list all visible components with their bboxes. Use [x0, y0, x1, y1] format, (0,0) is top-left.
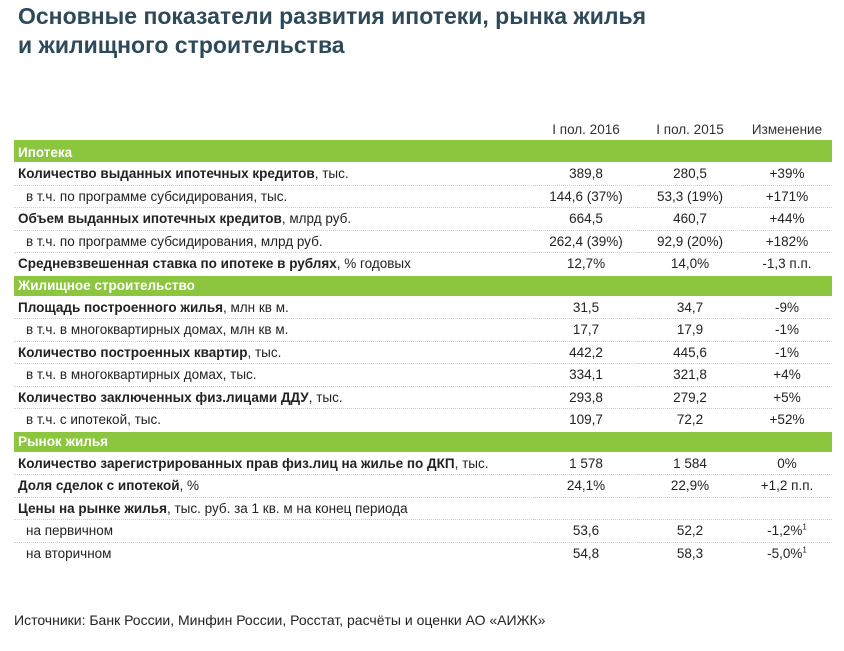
value-2015 — [638, 319, 742, 342]
table-row — [14, 296, 832, 319]
column-header-row — [14, 118, 832, 141]
value-2016 — [534, 230, 638, 253]
row-label — [14, 364, 534, 387]
table-row — [14, 409, 832, 432]
value-change — [742, 364, 832, 387]
table-row — [14, 475, 832, 498]
value-2015 — [638, 386, 742, 409]
row-label-unit: в т.ч. по программе субсидирования, млрд руб. — [26, 233, 323, 249]
value-2015 — [638, 364, 742, 387]
value-2016-text: 24,1% — [566, 478, 606, 494]
row-label-unit: на первичном — [26, 523, 114, 539]
value-change-text: +52% — [769, 412, 805, 428]
row-label-unit: , млрд руб. — [281, 211, 352, 227]
value-change-text: +4% — [773, 367, 801, 383]
section-header — [14, 431, 832, 452]
value-change-text: +1,2 п.п. — [760, 478, 814, 494]
value-2015-text: 72,2 — [676, 412, 704, 428]
table-row — [14, 253, 832, 276]
table-row — [14, 163, 832, 186]
value-2016 — [534, 253, 638, 276]
table-row — [14, 341, 832, 364]
value-change-text: -9% — [774, 299, 799, 315]
value-2015-text: 321,8 — [673, 367, 707, 383]
row-label-unit: , млн кв м. — [223, 299, 289, 315]
row-label — [14, 475, 534, 498]
row-label-bold: Количество заключенных физ.лицами ДДУ — [18, 389, 309, 405]
value-2015 — [638, 185, 742, 208]
footnote-marker: 1 — [802, 522, 807, 532]
value-2015 — [638, 542, 742, 564]
value-change-text: 0% — [777, 455, 797, 471]
row-label-bold: Количество выданных ипотечных кредитов — [18, 166, 315, 182]
value-change — [742, 409, 832, 432]
value-change — [742, 163, 832, 186]
value-2015 — [638, 296, 742, 319]
value-change — [742, 319, 832, 342]
title-line-1: Основные показатели развития ипотеки, рынка жилья — [18, 3, 647, 29]
row-label-bold: Объем выданных ипотечных кредитов — [18, 211, 282, 227]
row-label-bold: Доля сделок с ипотекой — [18, 478, 180, 494]
row-label — [14, 319, 534, 342]
column-header-change: Изменение — [751, 121, 823, 137]
value-2015-text: 92,9 (20%) — [656, 233, 724, 249]
row-label-unit: в т.ч. по программе субсидирования, тыс. — [26, 188, 288, 204]
value-2015-text: 53,3 (19%) — [656, 188, 724, 204]
value-change — [742, 185, 832, 208]
row-label-unit: , тыс. — [308, 389, 343, 405]
row-label — [14, 341, 534, 364]
value-2016-text: 664,5 — [569, 211, 603, 227]
value-2015 — [638, 497, 742, 520]
value-change-text: -1% — [774, 344, 799, 360]
value-2015-text: 14,0% — [670, 256, 710, 272]
value-2015-text: 279,2 — [673, 389, 707, 405]
value-2015-text: 17,9 — [676, 322, 704, 338]
row-label-unit: , % годовых — [336, 256, 411, 272]
value-change — [742, 208, 832, 231]
value-2015-text: 22,9% — [670, 478, 710, 494]
row-label-unit: в т.ч. в многоквартирных домах, тыс. — [26, 367, 257, 383]
value-2015-text: 52,2 — [676, 523, 704, 539]
value-change-text: -5,0% — [767, 545, 803, 561]
value-2015-text: 1 584 — [673, 455, 707, 471]
value-change — [742, 230, 832, 253]
value-2016-text: 17,7 — [572, 322, 600, 338]
indicators-table — [14, 118, 832, 564]
table-row — [14, 542, 832, 564]
value-change — [742, 452, 832, 475]
value-change-text: +5% — [773, 389, 801, 405]
row-label — [14, 520, 534, 543]
value-2015 — [638, 409, 742, 432]
row-label-unit: , тыс. руб. за 1 кв. м на конец периода — [166, 500, 408, 516]
value-2015-text: 445,6 — [673, 344, 707, 360]
value-2016-text: 334,1 — [569, 367, 603, 383]
value-2015-text: 280,5 — [673, 166, 707, 182]
title-line-2: и жилищного строительства — [18, 32, 345, 58]
row-label-unit: , тыс. — [247, 344, 282, 360]
table-row — [14, 497, 832, 520]
value-2015 — [638, 253, 742, 276]
table-row — [14, 452, 832, 475]
value-2015 — [638, 208, 742, 231]
value-2015-text: 460,7 — [673, 211, 707, 227]
row-label-bold: Количество построенных квартир — [18, 344, 248, 360]
value-change — [742, 253, 832, 276]
value-2016 — [534, 386, 638, 409]
table-row — [14, 364, 832, 387]
value-2016-text: 31,5 — [572, 299, 600, 315]
value-2016-text: 442,2 — [569, 344, 603, 360]
indicators-table-body — [14, 118, 832, 564]
value-2015-text: 58,3 — [676, 545, 704, 561]
value-2016-text: 12,7% — [566, 256, 606, 272]
table-row — [14, 208, 832, 231]
value-change — [742, 475, 832, 498]
section-title: Ипотека — [14, 141, 832, 163]
value-change-text: +44% — [769, 211, 805, 227]
value-change — [742, 341, 832, 364]
value-change — [742, 542, 832, 564]
value-2016-text: 1 578 — [569, 455, 603, 471]
value-2015 — [638, 230, 742, 253]
value-change-text: +39% — [769, 166, 805, 182]
value-2016 — [534, 208, 638, 231]
value-2015 — [638, 341, 742, 364]
table-row — [14, 230, 832, 253]
value-2016-text: 262,4 (39%) — [549, 233, 623, 249]
value-2016 — [534, 452, 638, 475]
row-label — [14, 163, 534, 186]
row-label-unit: , тыс. — [454, 455, 489, 471]
row-label — [14, 386, 534, 409]
row-label — [14, 497, 534, 520]
value-2016-text: 389,8 — [569, 166, 603, 182]
value-2016 — [534, 475, 638, 498]
value-change-text: -1,2% — [767, 523, 803, 539]
row-label — [14, 409, 534, 432]
value-2015 — [638, 452, 742, 475]
row-label — [14, 253, 534, 276]
row-label-unit: , % — [179, 478, 200, 494]
section-title: Рынок жилья — [14, 431, 832, 452]
value-2016 — [534, 542, 638, 564]
value-2016 — [534, 409, 638, 432]
row-label — [14, 452, 534, 475]
column-header-2016: I пол. 2016 — [552, 121, 620, 137]
value-2016-text: 144,6 (37%) — [549, 188, 623, 204]
table-row — [14, 520, 832, 543]
row-label-bold: Площадь построенного жилья — [18, 299, 223, 315]
value-2015 — [638, 520, 742, 543]
column-header-2015: I пол. 2015 — [656, 121, 724, 137]
row-label — [14, 185, 534, 208]
value-2015 — [638, 163, 742, 186]
row-label-bold: Цены на рынке жилья — [18, 500, 167, 516]
value-change-text: -1,3 п.п. — [762, 256, 812, 272]
value-2016-text: 54,8 — [572, 545, 600, 561]
table-row — [14, 185, 832, 208]
value-2016 — [534, 319, 638, 342]
value-change-text: +182% — [765, 233, 809, 249]
value-change — [742, 520, 832, 543]
section-title: Жилищное строительство — [14, 275, 832, 296]
value-change-text: -1% — [774, 322, 799, 338]
footnote-marker: 1 — [802, 545, 807, 555]
row-label-bold: Средневзвешенная ставка по ипотеке в рублях — [18, 256, 337, 272]
value-change — [742, 497, 832, 520]
value-2016-text: 109,7 — [569, 412, 603, 428]
value-2016-text: 53,6 — [572, 523, 600, 539]
value-change — [742, 296, 832, 319]
row-label-unit: на вторичном — [26, 545, 112, 561]
value-2015-text: 34,7 — [676, 299, 704, 315]
value-2016 — [534, 497, 638, 520]
value-2016-text: 293,8 — [569, 389, 603, 405]
value-change-text: +171% — [765, 188, 809, 204]
section-header — [14, 141, 832, 163]
value-2016 — [534, 185, 638, 208]
source-note: Источники: Банк России, Минфин России, Росстат, расчёты и оценки АО «АИЖК» — [14, 612, 546, 628]
value-2016 — [534, 341, 638, 364]
row-label — [14, 296, 534, 319]
row-label — [14, 208, 534, 231]
row-label-unit: в т.ч. в многоквартирных домах, млн кв м. — [26, 322, 289, 338]
column-header-label — [14, 118, 534, 141]
value-2016 — [534, 364, 638, 387]
value-2016 — [534, 163, 638, 186]
page-title — [18, 2, 818, 60]
row-label — [14, 230, 534, 253]
value-2016 — [534, 520, 638, 543]
row-label — [14, 542, 534, 564]
row-label-unit: , тыс. — [314, 166, 349, 182]
value-change — [742, 386, 832, 409]
row-label-unit: в т.ч. с ипотекой, тыс. — [26, 412, 161, 428]
table-row — [14, 319, 832, 342]
row-label-bold: Количество зарегистрированных прав физ.лиц на жилье по ДКП — [18, 455, 455, 471]
value-2016 — [534, 296, 638, 319]
section-header — [14, 275, 832, 296]
table-row — [14, 386, 832, 409]
value-2015 — [638, 475, 742, 498]
